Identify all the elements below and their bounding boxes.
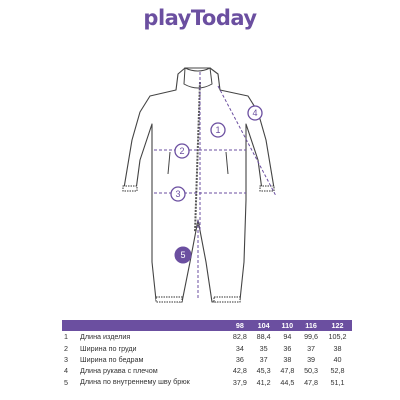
table-cell: 82,8 (232, 332, 247, 342)
row-label: Ширина по груди (80, 343, 137, 353)
table-cell: 36 (283, 343, 292, 353)
row-label: Ширина по бедрам (80, 354, 144, 364)
table-row (62, 354, 352, 365)
size-header: 104 (257, 321, 270, 330)
brand-logo: playToday (143, 6, 257, 30)
marker-5 (175, 247, 191, 263)
table-row (62, 331, 352, 342)
table-cell: 105,2 (328, 332, 347, 342)
marker-3-label: 3 (175, 189, 181, 199)
marker-5-label: 5 (180, 250, 186, 260)
table-cell: 41,2 (256, 377, 271, 387)
size-table (62, 320, 352, 388)
collar (184, 68, 212, 88)
table-cell: 44,5 (280, 377, 295, 387)
marker-3 (171, 187, 185, 201)
marker-4-label: 4 (252, 108, 258, 118)
size-header: 116 (305, 321, 317, 330)
table-cell: 38 (283, 354, 292, 364)
table-row (62, 342, 352, 353)
table-cell: 34 (235, 343, 244, 353)
marker-2 (175, 144, 189, 158)
table-cell: 42,8 (232, 366, 247, 376)
table-row (62, 365, 352, 376)
table-cell: 52,8 (330, 366, 345, 376)
table-cell: 37,9 (232, 377, 247, 387)
row-label: Длина рукава с плечом (80, 366, 158, 376)
marker-2-label: 2 (179, 146, 185, 156)
table-cell: 94 (283, 332, 292, 342)
row-number: 1 (64, 332, 68, 342)
table-cell: 40 (333, 354, 342, 364)
ankle-cuff-right (214, 297, 240, 302)
table-cell: 38 (333, 343, 342, 353)
table-cell: 37 (307, 343, 316, 353)
jumpsuit-diagram (110, 58, 300, 320)
table-cell: 45,3 (256, 366, 271, 376)
table-cell: 35 (259, 343, 268, 353)
size-table-header (62, 320, 352, 331)
row-number: 5 (64, 377, 68, 387)
table-cell: 51,1 (330, 377, 345, 387)
table-cell: 39 (307, 354, 316, 364)
size-header: 110 (281, 321, 294, 330)
marker-1 (211, 123, 225, 137)
table-cell: 47,8 (304, 377, 319, 387)
ankle-cuff-left (156, 297, 182, 302)
row-label: Длина по внутреннему шву брюк (80, 377, 190, 387)
row-number: 3 (64, 354, 68, 364)
row-label: Длина изделия (80, 332, 131, 342)
table-cell: 50,3 (304, 366, 319, 376)
marker-4 (248, 106, 262, 120)
row-number: 2 (64, 343, 68, 353)
table-cell: 99,6 (304, 332, 319, 342)
table-cell: 88,4 (256, 332, 271, 342)
cuff-left (123, 186, 137, 191)
size-header: 122 (331, 321, 344, 330)
marker-1-label: 1 (215, 125, 221, 135)
table-cell: 36 (235, 354, 244, 364)
table-row (62, 377, 352, 388)
size-header: 98 (235, 321, 244, 330)
table-cell: 37 (259, 354, 268, 364)
row-number: 4 (64, 366, 68, 376)
table-cell: 47,8 (280, 366, 295, 376)
